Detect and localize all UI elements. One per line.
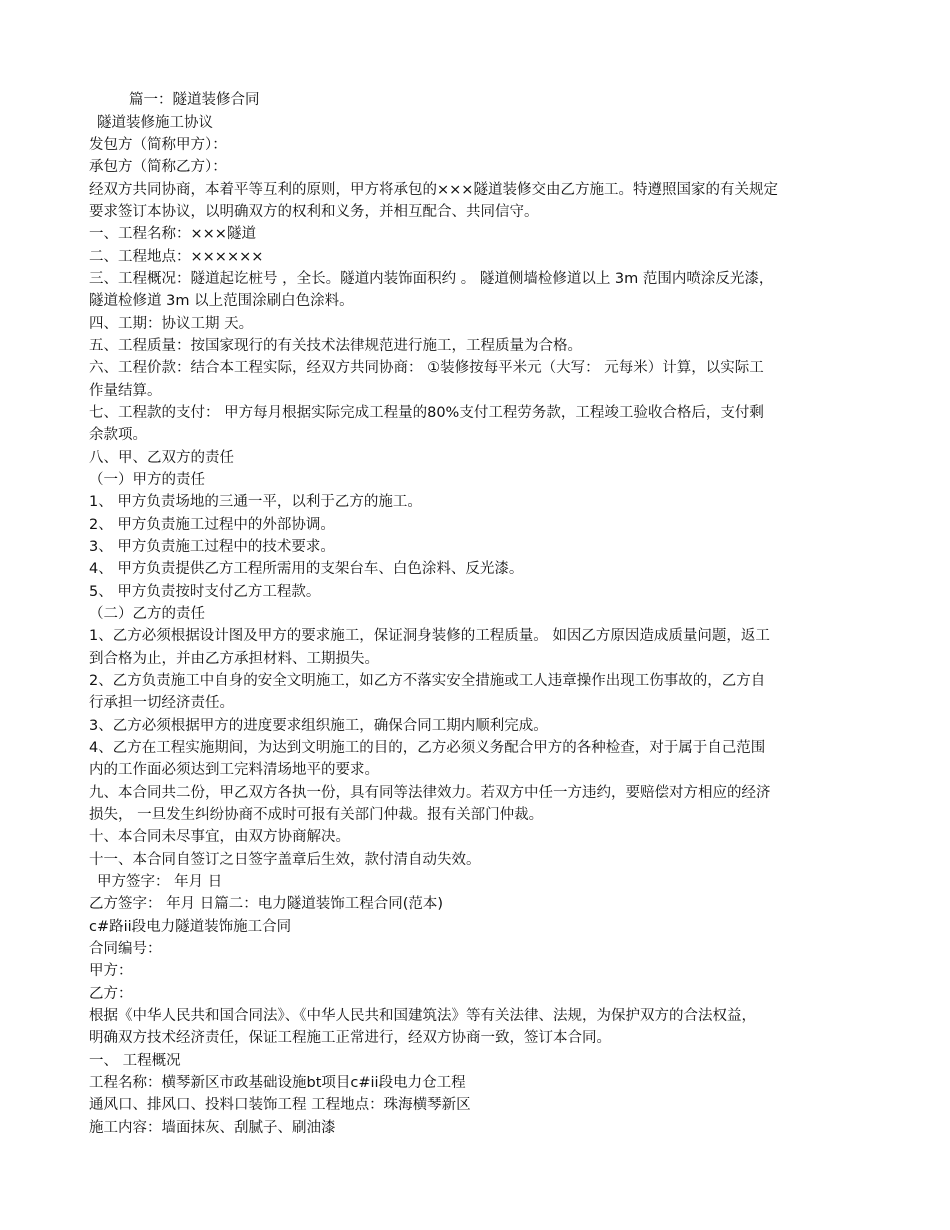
text-line: 十一、本合同自签订之日签字盖章后生效，款付清自动失效。 xyxy=(89,852,481,868)
agreement-title: 隧道装修施工协议 xyxy=(97,115,213,131)
text-line: 作量结算。 xyxy=(89,383,162,399)
section-heading: 八、甲、乙双方的责任 xyxy=(89,450,234,466)
text-line: 到合格为止，并由乙方承担材料、工期损失。 xyxy=(89,651,379,667)
text-line: 四、工期：协议工期 天。 xyxy=(89,316,254,332)
text-line: 十、本合同未尽事宜，由双方协商解决。 xyxy=(89,829,350,845)
text-line: 通风口、排风口、投料口装饰工程 工程地点：珠海横琴新区 xyxy=(89,1097,471,1113)
subsection-heading: （一）甲方的责任 xyxy=(89,472,205,488)
list-item: 2、乙方负责施工中自身的安全文明施工，如乙方不落实安全措施或工人违章操作出现工伤事故的，乙方自 xyxy=(89,673,766,689)
party-a-label: 甲方： xyxy=(89,963,133,979)
list-item: 3、 甲方负责施工过程中的技术要求。 xyxy=(89,539,335,555)
signature-line-party-a: 甲方签字： 年月 日 xyxy=(97,874,223,890)
text-line: 五、工程质量：按国家现行的有关技术法律规范进行施工，工程质量为合格。 xyxy=(89,338,582,354)
list-item: 4、乙方在工程实施期间，为达到文明施工的目的，乙方必须义务配合甲方的各种检查，对于属于自己范围 xyxy=(89,740,766,756)
party-b-label: 乙方： xyxy=(89,986,133,1002)
list-item: 2、 甲方负责施工过程中的外部协调。 xyxy=(89,517,335,533)
list-item: 1、乙方必须根据设计图及甲方的要求施工，保证洞身装修的工程质量。 如因乙方原因造成质量问题，返工 xyxy=(89,628,770,644)
text-line: 经双方共同协商，本着平等互利的原则，甲方将承包的×××隧道装修交由乙方施工。特遵照国家的有关规定 xyxy=(89,182,778,198)
contract-title: c#路ii段电力隧道装饰施工合同 xyxy=(89,919,292,935)
text-line: 要求签订本协议，以明确双方的权利和义务，并相互配合、共同信守。 xyxy=(89,204,539,220)
text-line: 内的工作面必须达到工完料清场地平的要求。 xyxy=(89,762,379,778)
text-line: 二、工程地点：×××××× xyxy=(89,249,264,265)
list-item: 1、 甲方负责场地的三通一平，以利于乙方的施工。 xyxy=(89,494,422,510)
text-line: 三、工程概况：隧道起讫桩号 ，全长。隧道内装饰面积约 。 隧道侧墙检修道以上 3m 范围内喷涂反光漆， xyxy=(89,271,774,287)
text-line: 工程名称：横琴新区市政基础设施bt项目c#ii段电力仓工程 xyxy=(89,1075,466,1091)
document-title: 篇一：隧道装修合同 xyxy=(129,92,260,108)
text-line: 损失， 一旦发生纠纷协商不成时可报有关部门仲裁。报有关部门仲裁。 xyxy=(89,807,544,823)
text-line: 施工内容：墙面抹灰、刮腻子、刷油漆 xyxy=(89,1120,336,1136)
text-line: 隧道检修道 3m 以上范围涂刷白色涂料。 xyxy=(89,293,354,309)
subsection-heading: （二）乙方的责任 xyxy=(89,606,205,622)
text-line: 承包方（简称乙方）： xyxy=(89,159,227,175)
signature-line-party-b: 乙方签字： 年月 日篇二：电力隧道装饰工程合同(范本) xyxy=(89,896,444,912)
text-line: 余款项。 xyxy=(89,427,147,443)
text-line: 六、工程价款：结合本工程实际，经双方共同协商： ①装修按每平米元（大写： 元每米）计算，以实际工 xyxy=(89,360,764,376)
section-heading: 一、 工程概况 xyxy=(89,1053,181,1069)
text-line: 根据《中华人民共和国合同法》、《中华人民共和国建筑法》等有关法律、法规，为保护双方的合法权益， xyxy=(89,1008,756,1024)
list-item: 3、乙方必须根据甲方的进度要求组织施工，确保合同工期内顺利完成。 xyxy=(89,718,548,734)
text-line: 发包方（简称甲方）： xyxy=(89,137,227,153)
list-item: 4、 甲方负责提供乙方工程所需用的支架台车、白色涂料、反光漆。 xyxy=(89,561,524,577)
contract-number-label: 合同编号： xyxy=(89,941,162,957)
text-line: 一、工程名称：×××隧道 xyxy=(89,226,256,242)
list-item: 5、 甲方负责按时支付乙方工程款。 xyxy=(89,584,321,600)
text-line: 行承担一切经济责任。 xyxy=(89,695,234,711)
text-line: 明确双方技术经济责任，保证工程施工正常进行，经双方协商一致，签订本合同。 xyxy=(89,1030,611,1046)
text-line: 九、本合同共二份，甲乙双方各执一份，具有同等法律效力。若双方中任一方违约，要赔偿对方相应的经济 xyxy=(89,785,771,801)
text-line: 七、工程款的支付： 甲方每月根据实际完成工程量的80%支付工程劳务款，工程竣工验收合格后，支付剩 xyxy=(89,405,764,421)
